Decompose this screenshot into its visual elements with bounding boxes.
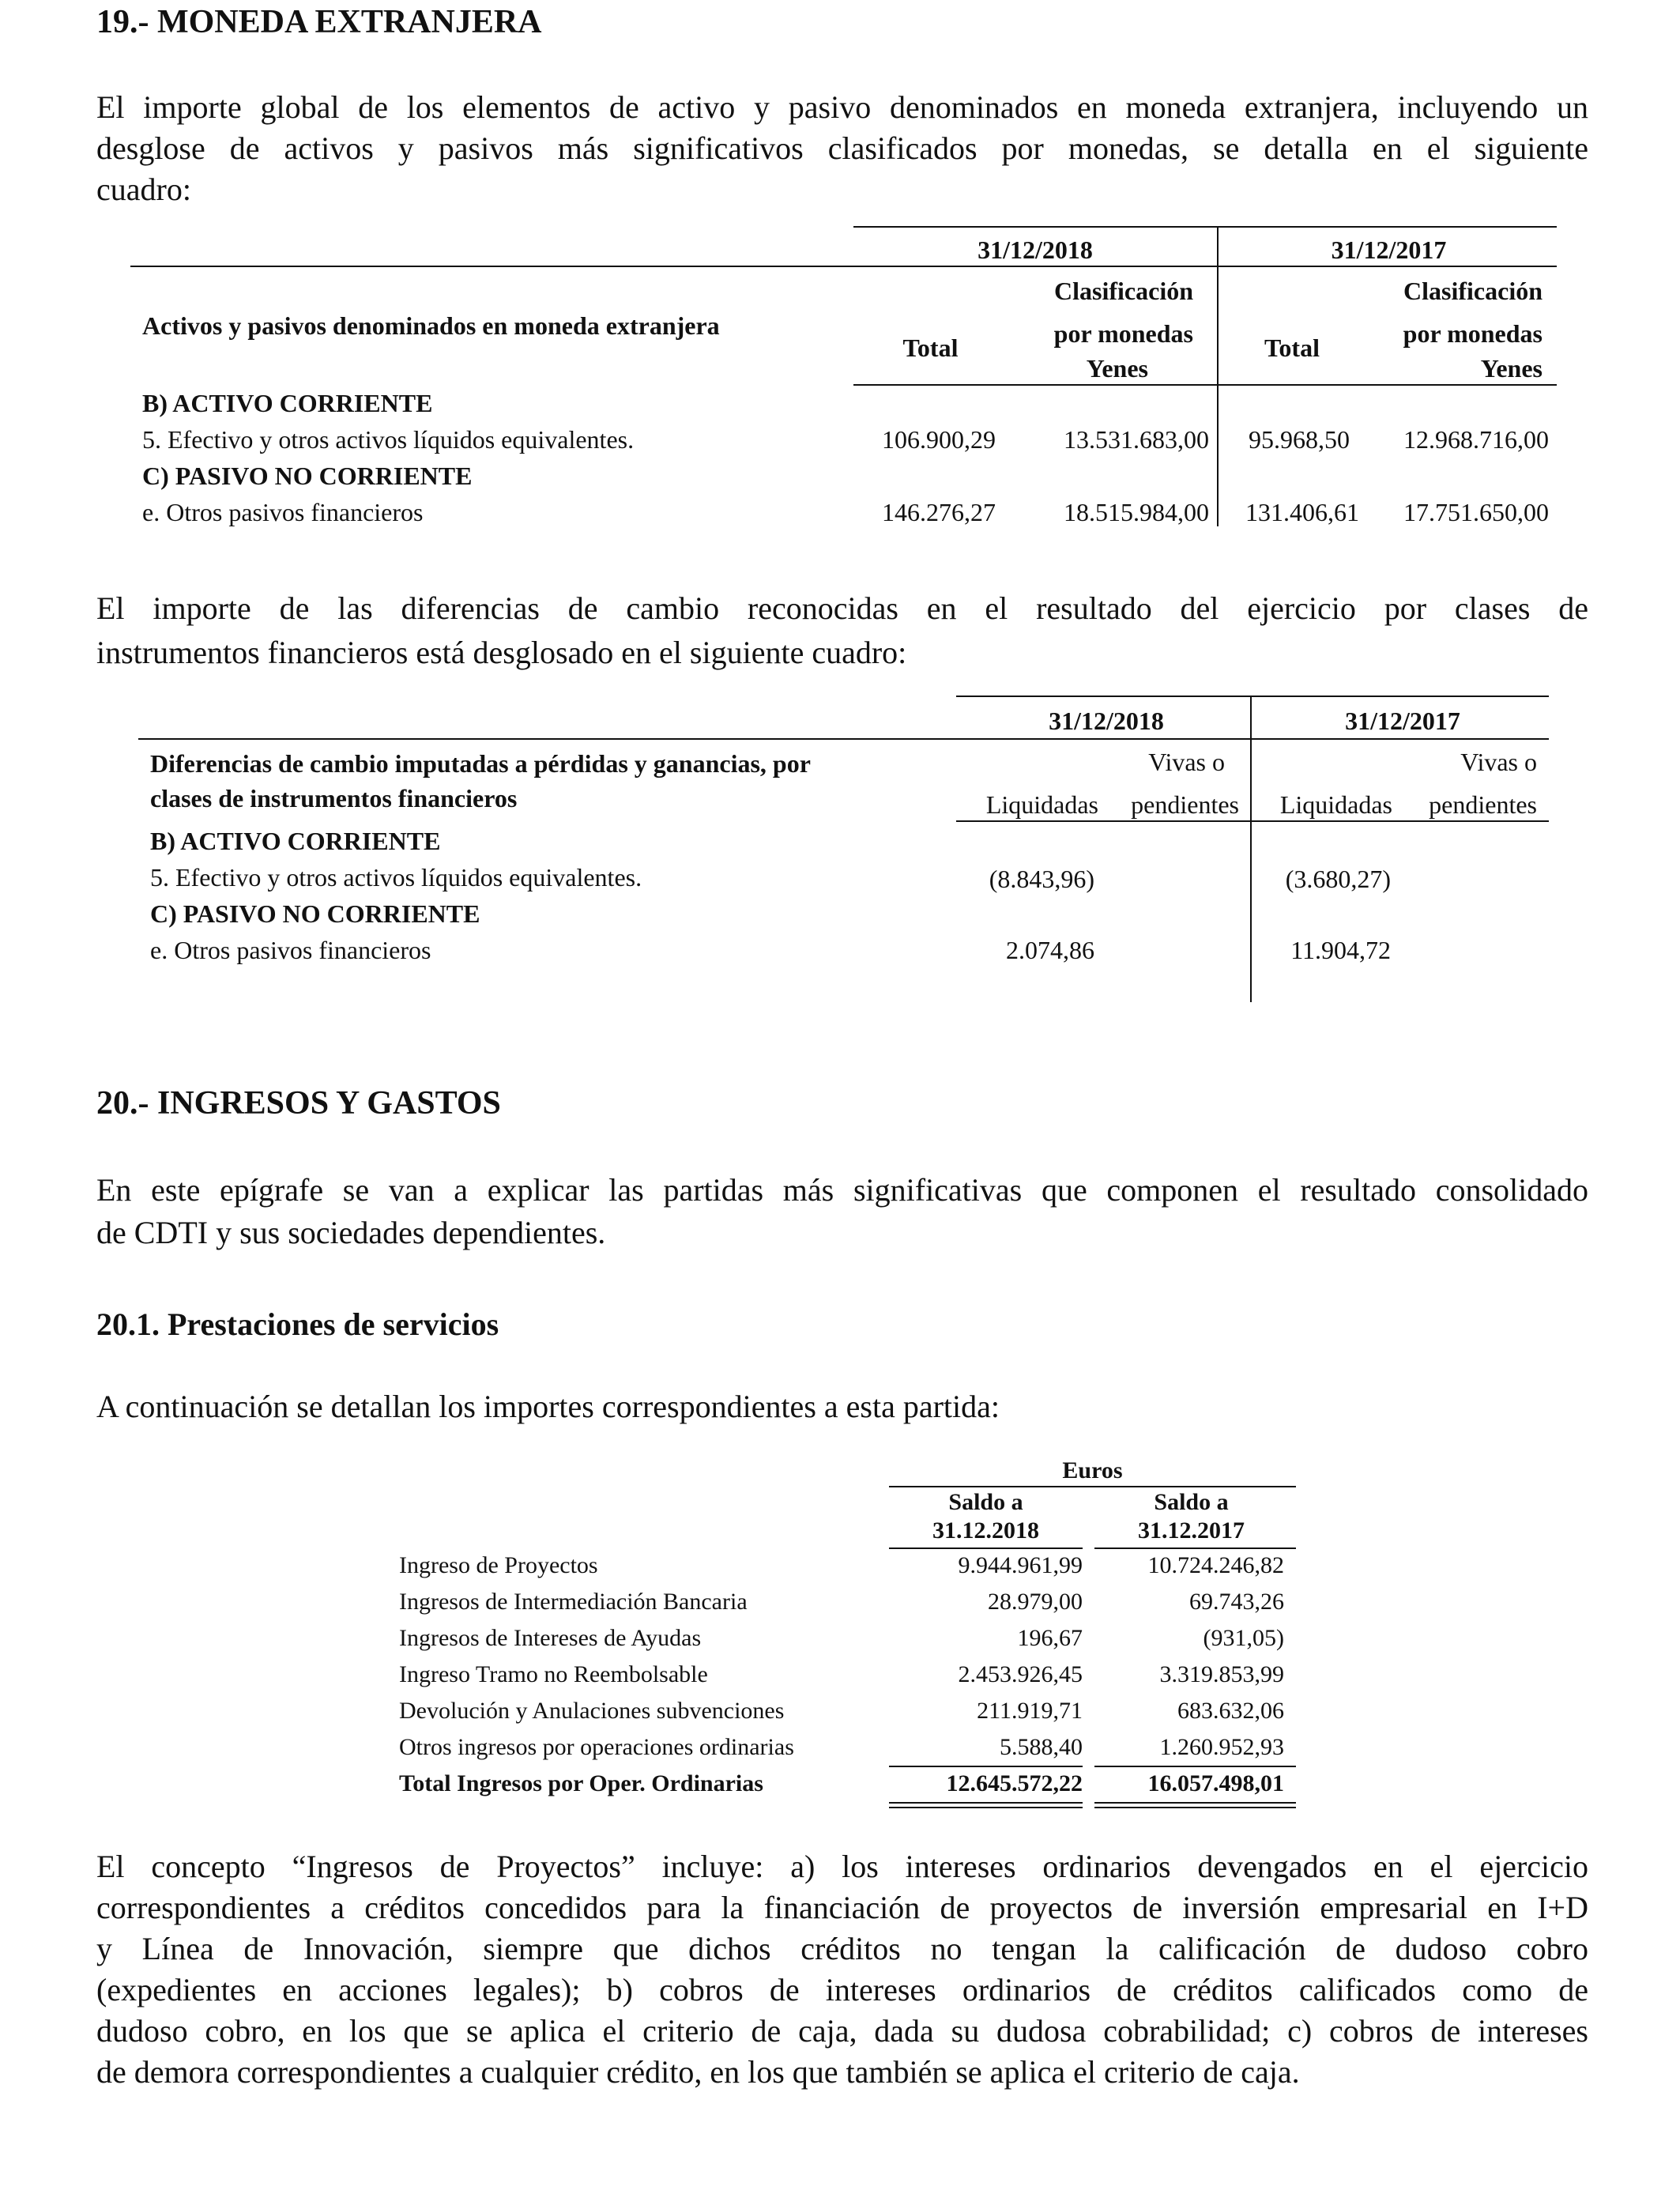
- table-cell: 106.900,29: [882, 425, 996, 454]
- section-19-para1-line1: El importe global de los elementos de activo y pasivo denominados en moneda extranjera, incluyendo un: [96, 89, 1588, 125]
- table-date-2017: 31/12/2017: [1345, 707, 1460, 735]
- section-19-para1-line2: desglose de activos y pasivos más significativos clasificados por monedas, se detalla en el siguiente: [96, 130, 1588, 166]
- table-row-label: Otros ingresos por operaciones ordinarias: [399, 1734, 794, 1760]
- col-total-2018: Total: [902, 334, 959, 362]
- col-vivas-2018-a: Vivas o: [1148, 748, 1225, 776]
- col-vivas-2018-b: pendientes: [1131, 790, 1239, 819]
- table-row-label: Ingreso de Proyectos: [399, 1552, 598, 1578]
- table-rule: [1094, 1547, 1296, 1549]
- section-19-title: 19.- MONEDA EXTRANJERA: [96, 4, 542, 40]
- col-liq-2018: Liquidadas: [985, 790, 1098, 819]
- table-total-label: Total Ingresos por Oper. Ordinarias: [399, 1770, 763, 1796]
- table-row-header-2: clases de instrumentos financieros: [150, 784, 518, 812]
- table-cell: (931,05): [1203, 1625, 1284, 1651]
- table-cell: 2.074,86: [1006, 936, 1094, 964]
- section-19-para2-line2: instrumentos financieros está desglosado en el siguiente cuadro:: [96, 635, 907, 670]
- table-row-label: e. Otros pasivos financieros: [142, 498, 424, 526]
- table-cell: 1.260.952,93: [1159, 1734, 1284, 1760]
- table-rule: [853, 384, 1557, 386]
- col-clas-2018-c: Yenes: [1086, 354, 1148, 383]
- table-cell: 12.968.716,00: [1403, 425, 1549, 454]
- section-20-para3-line2: correspondientes a créditos concedidos para la financiación de proyectos de inversión empresarial en I+D: [96, 1890, 1588, 1925]
- col-clas-2018-b: por monedas: [1053, 319, 1193, 348]
- table-row-label: 5. Efectivo y otros activos líquidos equivalentes.: [150, 863, 642, 892]
- table-row-label: Devolución y Anulaciones subvenciones: [399, 1698, 785, 1724]
- table-rule: [956, 820, 1549, 822]
- table-date-2018: 31/12/2018: [1049, 707, 1164, 735]
- section-20-para3-line6: de demora correspondientes a cualquier crédito, en los que también se aplica el criterio de caja.: [96, 2054, 1300, 2090]
- section-20-para1-line1: En este epígrafe se van a explicar las partidas más significativas que componen el resultado consolidado: [96, 1172, 1588, 1208]
- table-cell: (3.680,27): [1285, 865, 1391, 893]
- col-2018-b: 31.12.2018: [932, 1517, 1039, 1544]
- table-row-label: e. Otros pasivos financieros: [150, 936, 431, 964]
- table-rule: [130, 266, 1557, 267]
- section-20-para3-line1: El concepto “Ingresos de Proyectos” incluye: a) los intereses ordinarios devengados en el ejercicio: [96, 1849, 1588, 1884]
- table-rule: [1094, 1802, 1296, 1804]
- col-clas-2018-a: Clasificación: [1054, 277, 1193, 305]
- table-cell: 13.531.683,00: [1064, 425, 1209, 454]
- table-cell: 10.724.246,82: [1147, 1552, 1284, 1578]
- table-cell: 5.588,40: [1000, 1734, 1083, 1760]
- table-cell: 9.944.961,99: [958, 1552, 1083, 1578]
- section-20-para3-line3: y Línea de Innovación, siempre que dichos créditos no tengan la calificación de dudoso cobro: [96, 1931, 1588, 1966]
- table-cell: 131.406,61: [1245, 498, 1359, 526]
- table-cell: 28.979,00: [988, 1589, 1083, 1615]
- col-clas-2017-b: por monedas: [1403, 319, 1543, 348]
- subsection-20-1-title: 20.1. Prestaciones de servicios: [96, 1306, 499, 1342]
- table-row-label: 5. Efectivo y otros activos líquidos equivalentes.: [142, 425, 635, 454]
- table-rule: [889, 1802, 1083, 1804]
- table-cell: 11.904,72: [1290, 936, 1391, 964]
- col-clas-2017-c: Yenes: [1480, 354, 1543, 383]
- col-2017-b: 31.12.2017: [1138, 1517, 1245, 1544]
- col-liq-2017: Liquidadas: [1279, 790, 1392, 819]
- section-pasivo-no-corriente: C) PASIVO NO CORRIENTE: [142, 462, 473, 490]
- table-divider: [1217, 226, 1219, 526]
- section-19-para1-line3: cuadro:: [96, 172, 191, 207]
- table-cell: 17.751.650,00: [1403, 498, 1549, 526]
- table-date-2018: 31/12/2018: [977, 236, 1093, 264]
- table-cell: 196,67: [1017, 1625, 1083, 1651]
- col-2017-a: Saldo a: [1154, 1489, 1229, 1515]
- table-cell: 146.276,27: [882, 498, 996, 526]
- table-row-label: Ingreso Tramo no Reembolsable: [399, 1661, 708, 1687]
- section-pasivo-no-corriente: C) PASIVO NO CORRIENTE: [150, 899, 480, 928]
- section-activo-corriente: B) ACTIVO CORRIENTE: [142, 389, 433, 417]
- col-vivas-2017-b: pendientes: [1429, 790, 1537, 819]
- table-cell: 683.632,06: [1177, 1698, 1284, 1724]
- col-total-2017: Total: [1264, 334, 1320, 362]
- section-20-para3-line5: dudoso cobro, en los que se aplica el criterio de caja, dada su dudosa cobrabilidad; c) cobros de intereses: [96, 2013, 1588, 2049]
- table-cell: 211.919,71: [977, 1698, 1083, 1724]
- table-rule: [1094, 1766, 1296, 1767]
- table-cell: 2.453.926,45: [958, 1661, 1083, 1687]
- section-20-title: 20.- INGRESOS Y GASTOS: [96, 1085, 501, 1122]
- table-rule: [889, 1766, 1083, 1767]
- table-rule: [889, 1807, 1083, 1808]
- table-total-2018: 12.645.572,22: [946, 1770, 1083, 1796]
- table-cell: (8.843,96): [989, 865, 1094, 893]
- section-20-para1-line2: de CDTI y sus sociedades dependientes.: [96, 1215, 606, 1250]
- table-rule: [853, 226, 1557, 228]
- table-row-label: Ingresos de Intereses de Ayudas: [399, 1625, 702, 1651]
- table-currency-header: Euros: [1062, 1457, 1123, 1483]
- table-total-2017: 16.057.498,01: [1147, 1770, 1284, 1796]
- table-row-label: Ingresos de Intermediación Bancaria: [399, 1589, 748, 1615]
- section-20-para2: A continuación se detallan los importes correspondientes a esta partida:: [96, 1389, 1000, 1424]
- table-row-header: Activos y pasivos denominados en moneda extranjera: [142, 311, 720, 340]
- table-rule: [956, 696, 1549, 697]
- table-rule: [138, 738, 1549, 740]
- table-rule: [889, 1547, 1083, 1549]
- table-cell: 18.515.984,00: [1064, 498, 1209, 526]
- table-rule: [1094, 1807, 1296, 1808]
- table-cell: 3.319.853,99: [1159, 1661, 1284, 1687]
- table-date-2017: 31/12/2017: [1331, 236, 1447, 264]
- section-activo-corriente: B) ACTIVO CORRIENTE: [150, 827, 441, 855]
- col-2018-a: Saldo a: [948, 1489, 1023, 1515]
- col-vivas-2017-a: Vivas o: [1460, 748, 1537, 776]
- table-row-header-1: Diferencias de cambio imputadas a pérdidas y ganancias, por: [150, 749, 811, 778]
- col-clas-2017-a: Clasificación: [1403, 277, 1543, 305]
- table-cell: 69.743,26: [1189, 1589, 1284, 1615]
- section-19-para2-line1: El importe de las diferencias de cambio reconocidas en el resultado del ejercicio por clases de: [96, 590, 1588, 626]
- table-cell: 95.968,50: [1249, 425, 1350, 454]
- section-20-para3-line4: (expedientes en acciones legales); b) cobros de intereses ordinarios de créditos calificados como de: [96, 1972, 1588, 2007]
